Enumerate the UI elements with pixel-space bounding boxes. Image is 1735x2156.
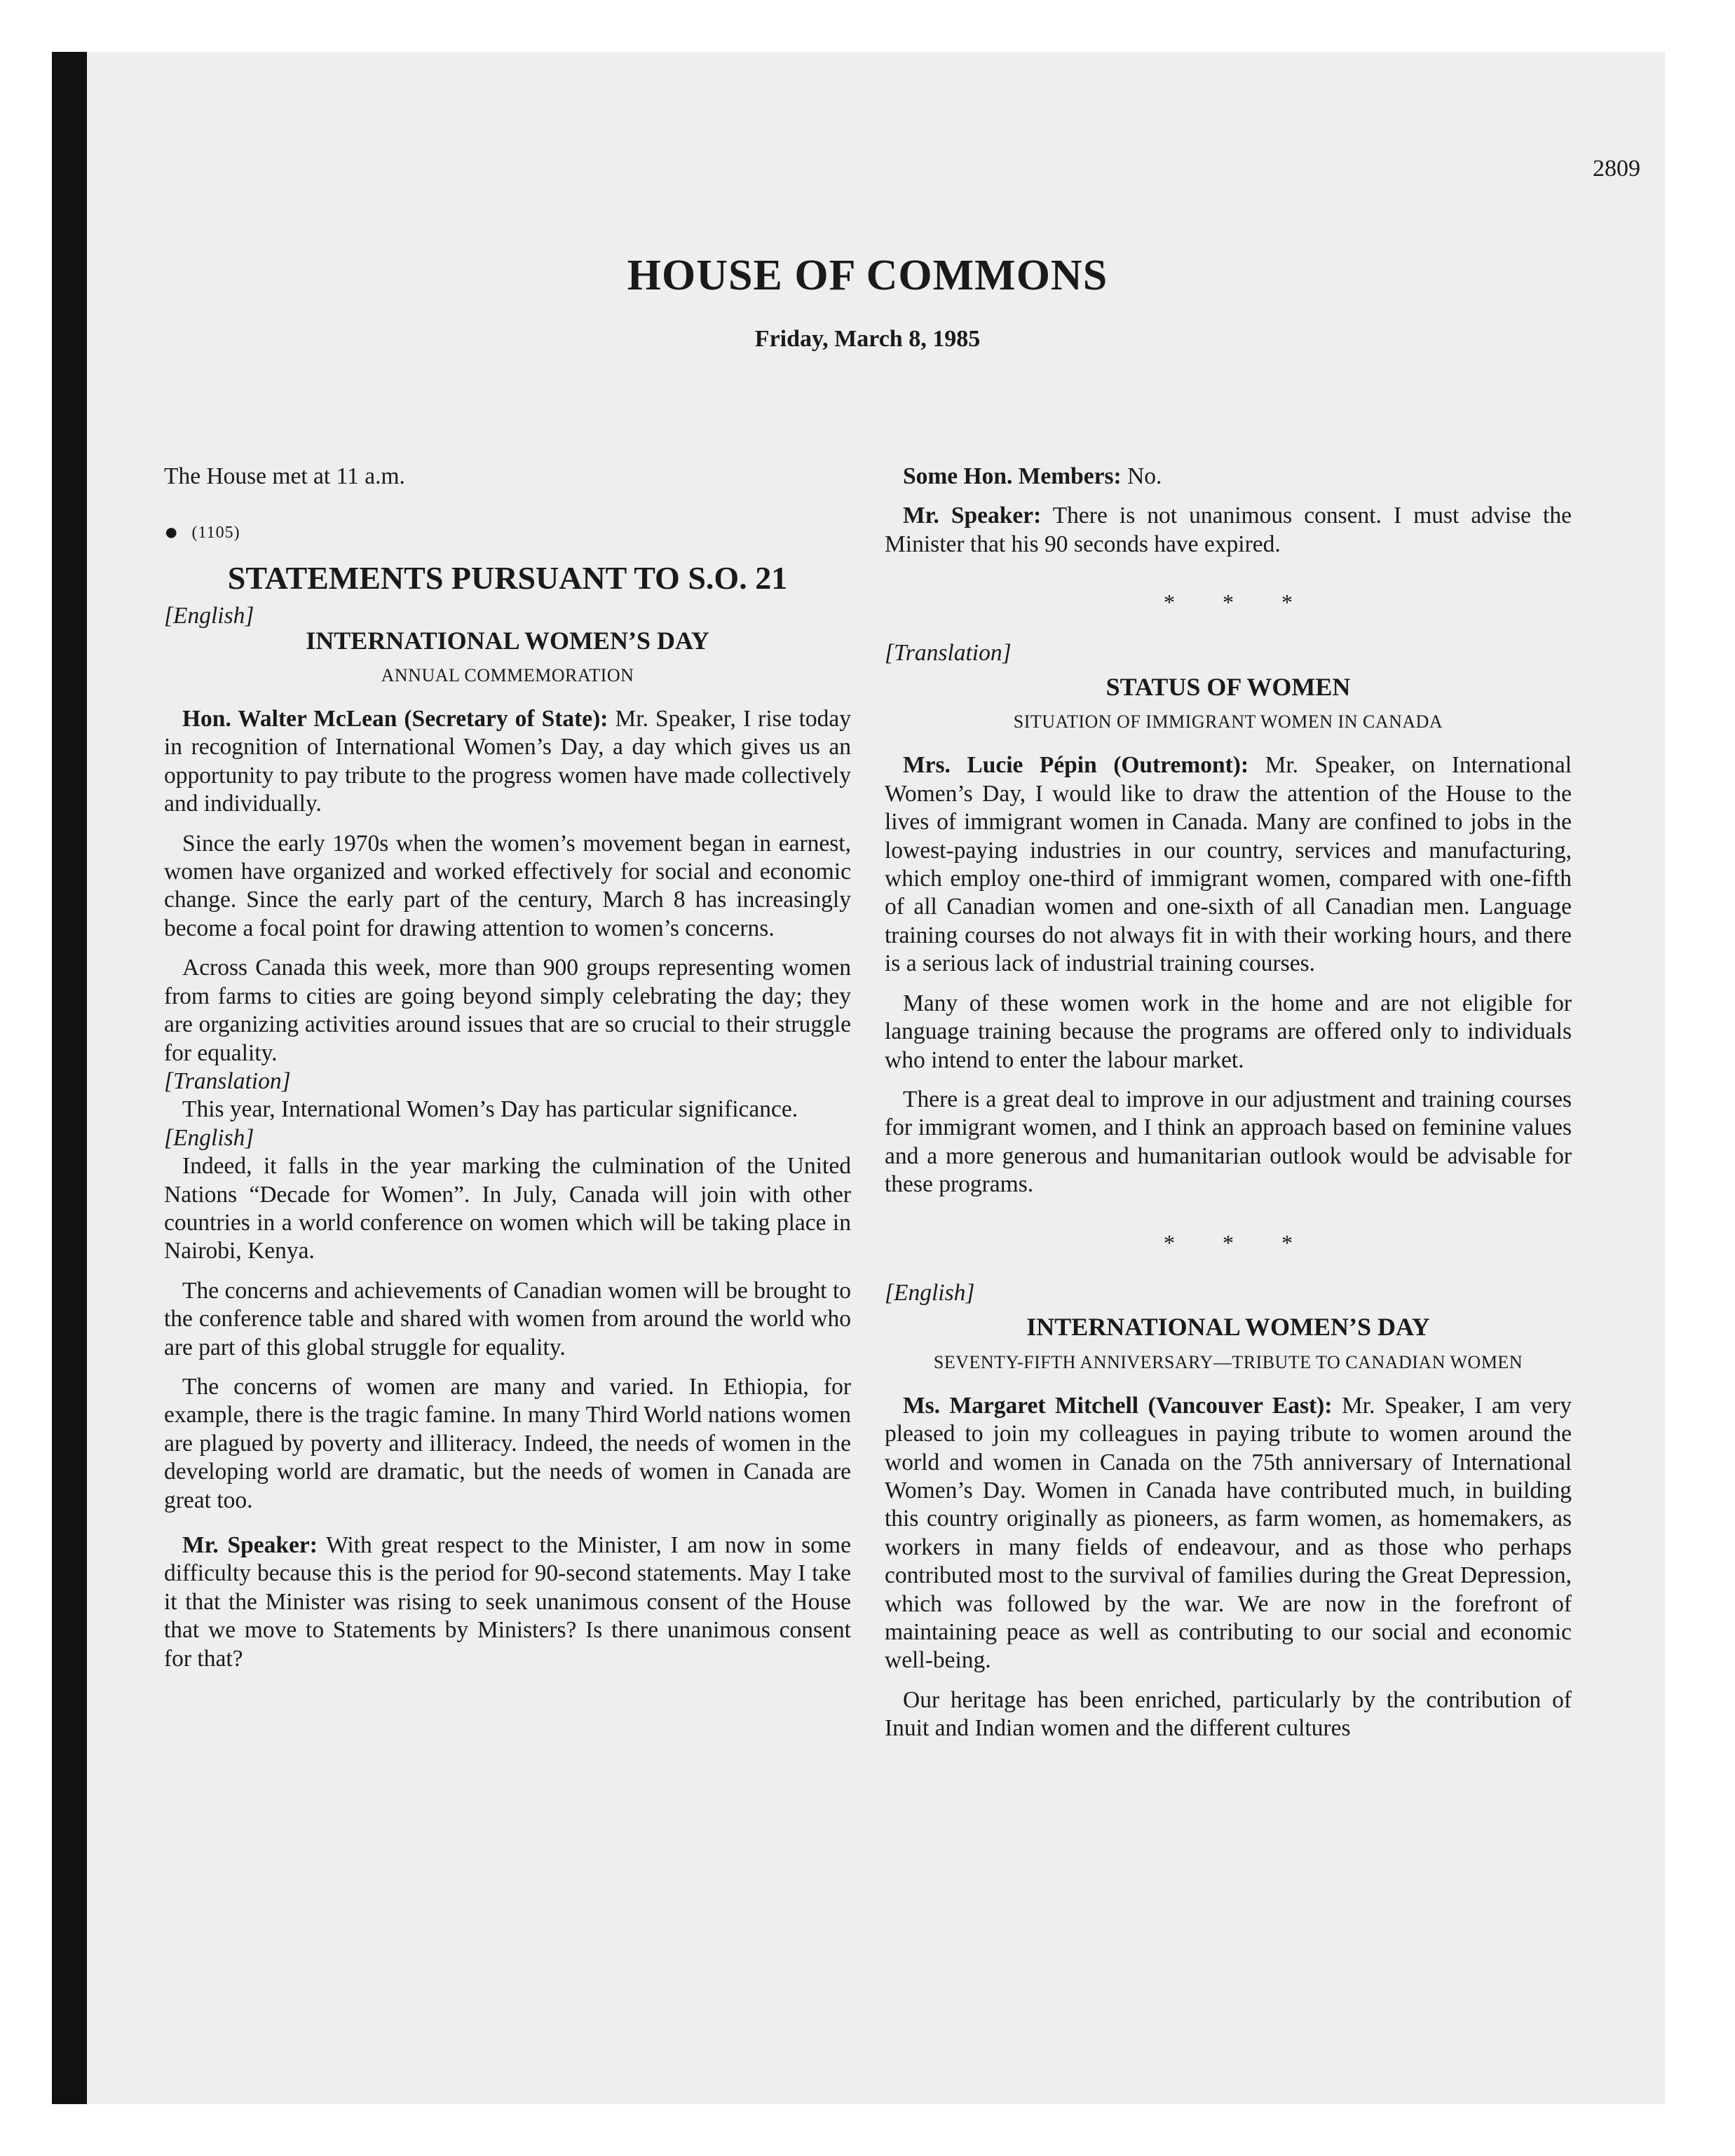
paragraph: Indeed, it falls in the year marking the culmination of the United Nations “Decade for Women”. In July, Canada will join with other countries in a world conference on women which will be taking place in Nairobi, Kenya. <box>164 1153 851 1264</box>
scan-edge-shadow <box>52 52 87 2104</box>
left-column <box>164 463 851 1684</box>
subject-subheading: SITUATION OF IMMIGRANT WOMEN IN CANADA <box>1013 711 1443 732</box>
subject-subheading: ANNUAL COMMEMORATION <box>381 665 634 686</box>
paragraph <box>885 502 1572 559</box>
section-heading: STATEMENTS PURSUANT TO S.O. 21 <box>227 559 788 596</box>
speaker-name: Hon. Walter McLean (Secretary of State): <box>182 706 608 732</box>
section-separator: * * * <box>1164 1229 1314 1255</box>
opening-line: The House met at 11 a.m. <box>164 463 405 489</box>
paragraph-text: With great respect to the Minister, I am now in some difficulty because this is the period for 90-second statements. May I take it that the Minister was rising to seek unanimous consent of the House that we move to Statements by Ministers? Is there unanimous consent for that? <box>164 1532 851 1672</box>
speaker-name: Mrs. Lucie Pépin (Outremont): <box>903 752 1249 779</box>
paragraph: Many of these women work in the home and are not eligible for language training because the programs are offered only to individuals who intend to enter the labour market. <box>885 990 1572 1073</box>
paragraph-text: Mr. Speaker, on International Women’s Day, I would like to draw the attention of the House to the lives of immigrant women in Canada. Many are confined to jobs in the lowest-paying industries in our country, services and manufacturing, which employ one-third of immigrant women, compared with one-fifth of all Canadian women and one-sixth of all Canadian men. Language training courses do not always fit in with their working hours, and there is a serious lack of industrial training courses. <box>885 752 1572 977</box>
speaker-name: Mr. Speaker: <box>903 503 1042 529</box>
paragraph: Since the early 1970s when the women’s movement began in earnest, women have organized and worked effectively for social and economic change. Since the early part of the century, March 8 has increasingly become a focal point for drawing attention to women’s concerns. <box>164 830 851 941</box>
speaker-name: Some Hon. Members: <box>903 463 1122 489</box>
right-column <box>885 463 1572 1754</box>
time-marker-label: (1105) <box>191 524 240 543</box>
sitting-date: Friday, March 8, 1985 <box>754 326 981 352</box>
paragraph: The concerns and achievements of Canadian women will be brought to the conference table and shared with women from around the world who are part of this global struggle for equality. <box>164 1277 851 1360</box>
language-tag: [English] <box>164 603 254 629</box>
paragraph: There is a great deal to improve in our adjustment and training courses for immigrant women, and I think an approach based on feminine values and a more generous and humanitarian outlook would be advisable for these programs. <box>885 1086 1572 1198</box>
paragraph <box>164 705 851 819</box>
paragraph <box>164 1531 851 1673</box>
paragraph-text: There is not unanimous consent. I must advise the Minister that his 90 seconds have expired. <box>885 503 1572 557</box>
paragraph-text: Mr. Speaker, I rise today in recognition of International Women’s Day, a day which gives us an opportunity to pay tribute to the progress women have made collectively and individually. <box>164 706 852 817</box>
speaker-name: Ms. Margaret Mitchell (Vancouver East): <box>903 1392 1333 1419</box>
paragraph: The concerns of women are many and varied. In Ethiopia, for example, there is the tragic famine. In many Third World nations women are plagued by poverty and illiteracy. Indeed, the needs of women in the developing world are dramatic, but the needs of women in Canada are great too. <box>164 1373 851 1513</box>
paragraph: This year, International Women’s Day has particular significance. <box>182 1096 798 1123</box>
paragraph <box>885 463 1572 491</box>
speaker-name: Mr. Speaker: <box>182 1532 318 1558</box>
time-marker <box>164 519 851 547</box>
paragraph-text: Mr. Speaker, I am very pleased to join my colleagues in paying tribute to women around the world and women in Canada on the 75th anniversary of International Women’s Day. Women in Canada have contributed much, in building this country originally as pioneers, as farm women, as homemakers, as workers in many fields of endeavour, and as those who perhaps contributed most to the survival of families during the Great Depression, which was followed by the war. We are now in the forefront of maintaining peace as well as contributing to our social and economic well-being. <box>885 1392 1572 1674</box>
language-tag: [English] <box>164 1124 254 1151</box>
language-tag: [Translation] <box>164 1067 291 1094</box>
subject-heading: INTERNATIONAL WOMEN’S DAY <box>1026 1313 1430 1342</box>
bullet-icon: ● <box>164 519 179 546</box>
page-number: 2809 <box>1593 156 1640 182</box>
paragraph <box>885 751 1572 978</box>
subject-heading: INTERNATIONAL WOMEN’S DAY <box>306 626 709 655</box>
subject-subheading: SEVENTY-FIFTH ANNIVERSARY—TRIBUTE TO CANADIAN WOMEN <box>933 1351 1523 1372</box>
paragraph: Across Canada this week, more than 900 groups representing women from farms to cities are going beyond simply celebrating the day; they are organizing activities around issues that are so crucial to their struggle for equality. <box>164 955 851 1066</box>
paragraph <box>885 1392 1572 1675</box>
paragraph-text: No. <box>1127 463 1162 489</box>
language-tag: [Translation] <box>885 639 1012 666</box>
subject-heading: STATUS OF WOMEN <box>1105 673 1351 702</box>
paragraph: Our heritage has been enriched, particularly by the contribution of Inuit and Indian women and the different cultures <box>885 1686 1572 1742</box>
section-separator: * * * <box>1164 589 1314 615</box>
page-title: HOUSE OF COMMONS <box>627 252 1108 299</box>
language-tag: [English] <box>885 1279 975 1306</box>
